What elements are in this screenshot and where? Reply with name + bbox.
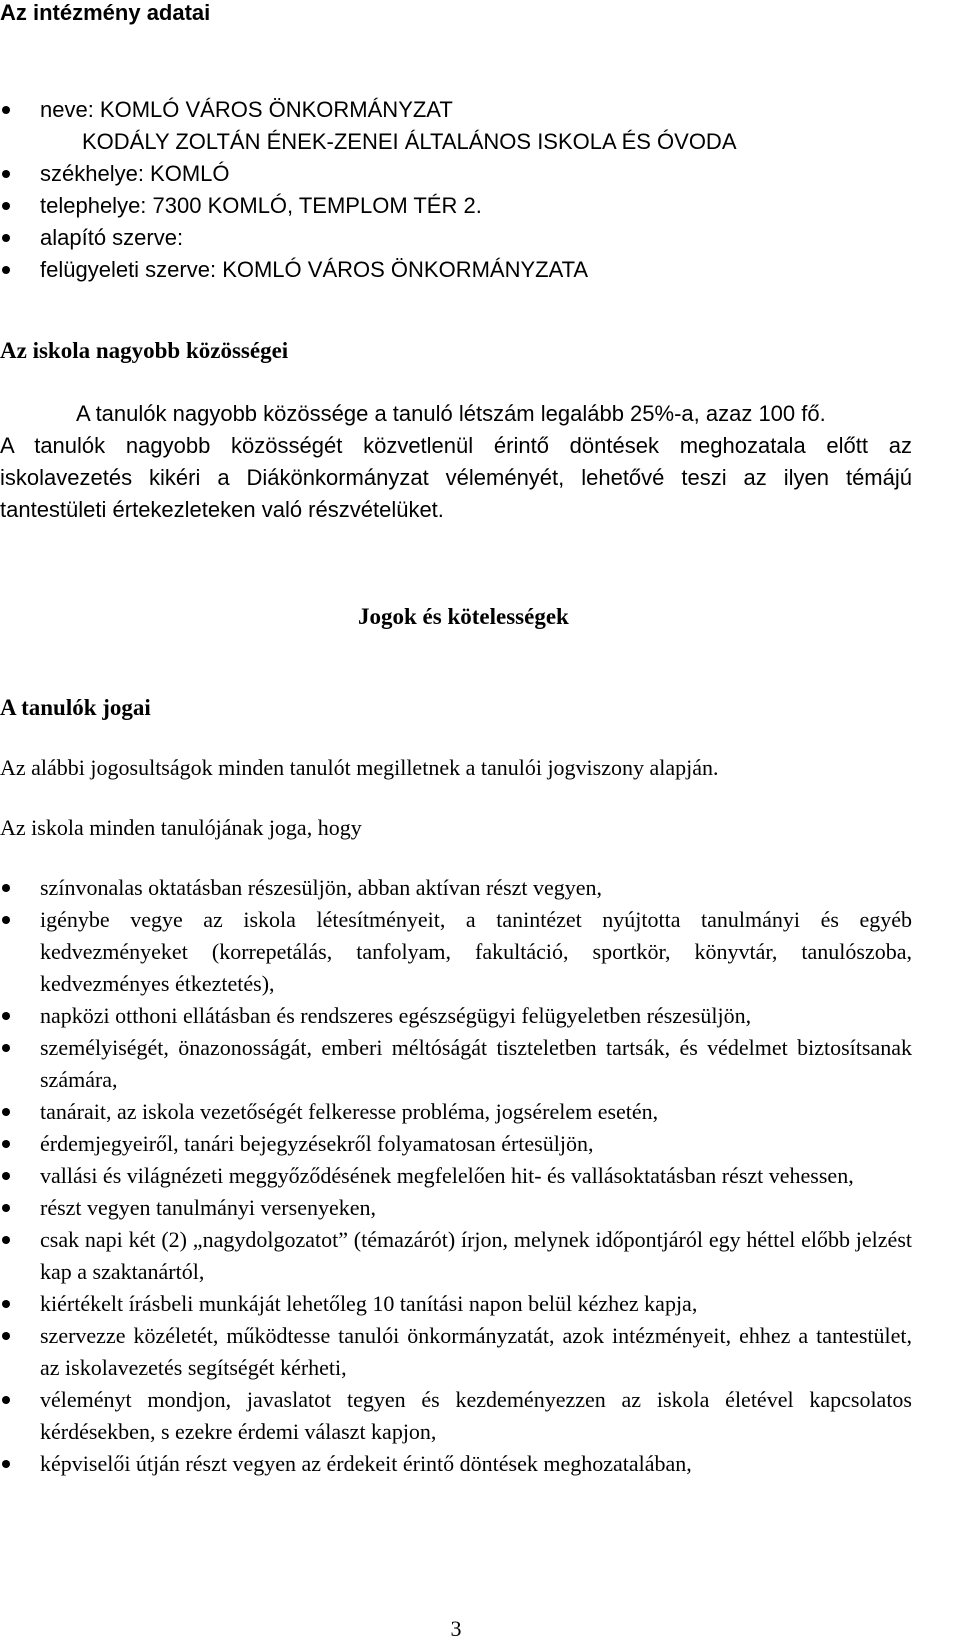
section-title-communities: Az iskola nagyobb közösségei xyxy=(0,338,289,363)
list-item xyxy=(0,222,912,254)
list-item: csak napi két (2) „nagydolgozatot” (témazárót) írjon, melynek időpontjáról egy héttel előbb jelzést kap a szaktanártól, xyxy=(0,1224,912,1288)
supervisor-text: felügyeleti szerve: KOMLÓ VÁROS ÖNKORMÁNYZATA xyxy=(40,257,589,282)
list-item: személyiségét, önazonosságát, emberi méltóságát tiszteletben tartsák, és védelmet biztosítsanak számára, xyxy=(0,1032,912,1096)
communities-paragraph xyxy=(0,398,912,526)
seat-text: székhelye: KOMLÓ xyxy=(40,161,230,186)
founder-text: alapító szerve: xyxy=(40,225,184,250)
name-line-1: neve: KOMLÓ VÁROS ÖNKORMÁNYZAT xyxy=(40,97,453,122)
list-item: napközi otthoni ellátásban és rendszeres egészségügyi felügyeletben részesüljön, xyxy=(0,1000,912,1032)
list-item xyxy=(0,254,912,286)
section-title-rights-duties: Jogok és kötelességek xyxy=(358,604,569,629)
list-item: vallási és világnézeti meggyőződésének megfelelően hit- és vallásoktatásban részt vehessen, xyxy=(0,1160,912,1192)
list-item: tanárait, az iskola vezetőségét felkeresse probléma, jogsérelem esetén, xyxy=(0,1096,912,1128)
list-item xyxy=(0,94,912,158)
list-item: szervezze közéletét, működtesse tanulói önkormányzatát, azok intézményeit, ehhez a tantestület, az iskolavezetés segítségét kérheti, xyxy=(0,1320,912,1384)
list-item: érdemjegyeiről, tanári bejegyzésekről folyamatosan értesüljön, xyxy=(0,1128,912,1160)
subsection-title-student-rights: A tanulók jogai xyxy=(0,695,151,720)
page-number: 3 xyxy=(450,1616,462,1641)
list-item: részt vegyen tanulmányi versenyeken, xyxy=(0,1192,912,1224)
rights-intro-2: Az iskola minden tanulójának joga, hogy xyxy=(0,815,362,840)
list-item: kiértékelt írásbeli munkáját lehetőleg 10 tanítási napon belül kézhez kapja, xyxy=(0,1288,912,1320)
communities-paragraph-first: A tanulók nagyobb közössége a tanuló létszám legalább 25%-a, azaz 100 fő. xyxy=(76,401,826,426)
list-item: véleményt mondjon, javaslatot tegyen és kezdeményezzen az iskola életével kapcsolatos kérdésekben, s ezekre érdemi választ kapjon, xyxy=(0,1384,912,1448)
site-text: telephelye: 7300 KOMLÓ, TEMPLOM TÉR 2. xyxy=(40,193,482,218)
list-item: igénybe vegye az iskola létesítményeit, a tanintézet nyújtotta tanulmányi és egyéb kedvezményeket (korrepetálás, tanfolyam, fakultáció, sportkör, könyvtár, tanulószoba, kedvezményes étkeztetés), xyxy=(0,904,912,1000)
name-line-2: KODÁLY ZOLTÁN ÉNEK-ZENEI ÁLTALÁNOS ISKOLA ÉS ÓVODA xyxy=(82,129,737,154)
section-title-institution-data: Az intézmény adatai xyxy=(0,0,211,25)
list-item xyxy=(0,158,912,190)
institution-data-list xyxy=(0,94,912,286)
student-rights-list xyxy=(0,872,912,1480)
list-item xyxy=(0,190,912,222)
list-item: képviselői útján részt vegyen az érdekeit érintő döntések meghozatalában, xyxy=(0,1448,912,1480)
rights-intro-1: Az alábbi jogosultságok minden tanulót megilletnek a tanulói jogviszony alapján. xyxy=(0,755,719,780)
communities-paragraph-rest: A tanulók nagyobb közösségét közvetlenül érintő döntések meghozatala előtt az iskolavezetés kikéri a Diákönkormányzat véleményét, lehetővé teszi az ilyen témájú tantestületi értekezleteken való részvételüket. xyxy=(0,433,912,522)
list-item: színvonalas oktatásban részesüljön, abban aktívan részt vegyen, xyxy=(0,872,912,904)
